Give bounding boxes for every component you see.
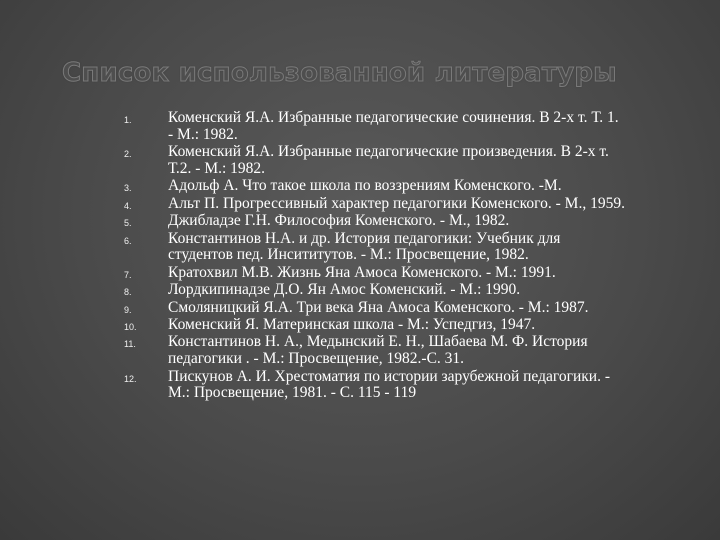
reference-text-line: Коменский Я.А. Избранные педагогические произведения. В 2-х т. bbox=[168, 143, 609, 161]
reference-number: 6. bbox=[124, 235, 132, 246]
reference-text-line: Константинов Н. А., Медынский Е. Н., Шабаева М. Ф. История bbox=[168, 333, 588, 351]
reference-number: 11. bbox=[124, 339, 136, 350]
reference-text-line: Джибладзе Г.Н. Философия Коменского. - М., 1982. bbox=[168, 212, 510, 230]
reference-text-line: Т.2. - М.: 1982. bbox=[168, 159, 266, 177]
reference-text-line: Смоляницкий Я.А. Три века Яна Амоса Коменского. - М.: 1987. bbox=[168, 298, 589, 316]
reference-text bbox=[168, 178, 666, 195]
reference-text bbox=[168, 196, 666, 213]
reference-text-line: педагогики . - М.: Просвещение, 1982.-С. 31. bbox=[168, 350, 465, 368]
reference-text bbox=[168, 110, 666, 144]
reference-text-line: Лордкипинадзе Д.О. Ян Амос Коменский. - М.: 1990. bbox=[168, 281, 521, 299]
reference-number: 2. bbox=[124, 149, 132, 160]
slide-title: Список использованной литературы bbox=[62, 58, 617, 88]
reference-text bbox=[168, 231, 666, 265]
reference-text-line: Коменский Я.А. Избранные педагогические сочинения. В 2-х т. Т. 1. bbox=[168, 109, 619, 126]
reference-text bbox=[168, 317, 666, 334]
reference-text-line: Кратохвил М.В. Жизнь Яна Амоса Коменского. - М.: 1991. bbox=[168, 263, 556, 281]
reference-text bbox=[168, 300, 666, 317]
reference-text bbox=[168, 282, 666, 299]
reference-number: 3. bbox=[124, 183, 132, 194]
reference-text bbox=[168, 213, 666, 230]
reference-number: 10. bbox=[124, 322, 137, 332]
reference-number: 5. bbox=[124, 218, 132, 229]
reference-text-line: Коменский Я. Материнская школа - М.: Успедгиз, 1947. bbox=[168, 316, 536, 333]
reference-text-line: - М.: 1982. bbox=[168, 125, 238, 143]
reference-number: 7. bbox=[124, 269, 132, 280]
reference-number: 1. bbox=[124, 115, 132, 125]
reference-text bbox=[168, 265, 666, 282]
reference-text bbox=[168, 369, 666, 403]
reference-text-line: Альт П. Прогрессивный характер педагогики Коменского. - М., 1959. bbox=[168, 194, 625, 212]
reference-text-line: М.: Просвещение, 1981. - С. 115 - 119 bbox=[168, 384, 417, 402]
reference-number: 12. bbox=[124, 373, 137, 384]
reference-text-line: Пискунов А. И. Хрестоматия по истории зарубежной педагогики. - bbox=[168, 367, 610, 385]
reference-number: 8. bbox=[124, 287, 132, 298]
reference-text-line: Константинов Н.А. и др. История педагогики: Учебник для bbox=[168, 229, 561, 247]
reference-text bbox=[168, 144, 666, 178]
reference-number: 4. bbox=[124, 200, 132, 211]
reference-text-line: Адольф А. Что такое школа по воззрениям Коменского. -М. bbox=[168, 177, 562, 195]
reference-text-line: студентов пед. Инсититутов. - М.: Просвещение, 1982. bbox=[168, 246, 529, 264]
reference-number: 9. bbox=[124, 304, 132, 315]
reference-text bbox=[168, 334, 666, 368]
